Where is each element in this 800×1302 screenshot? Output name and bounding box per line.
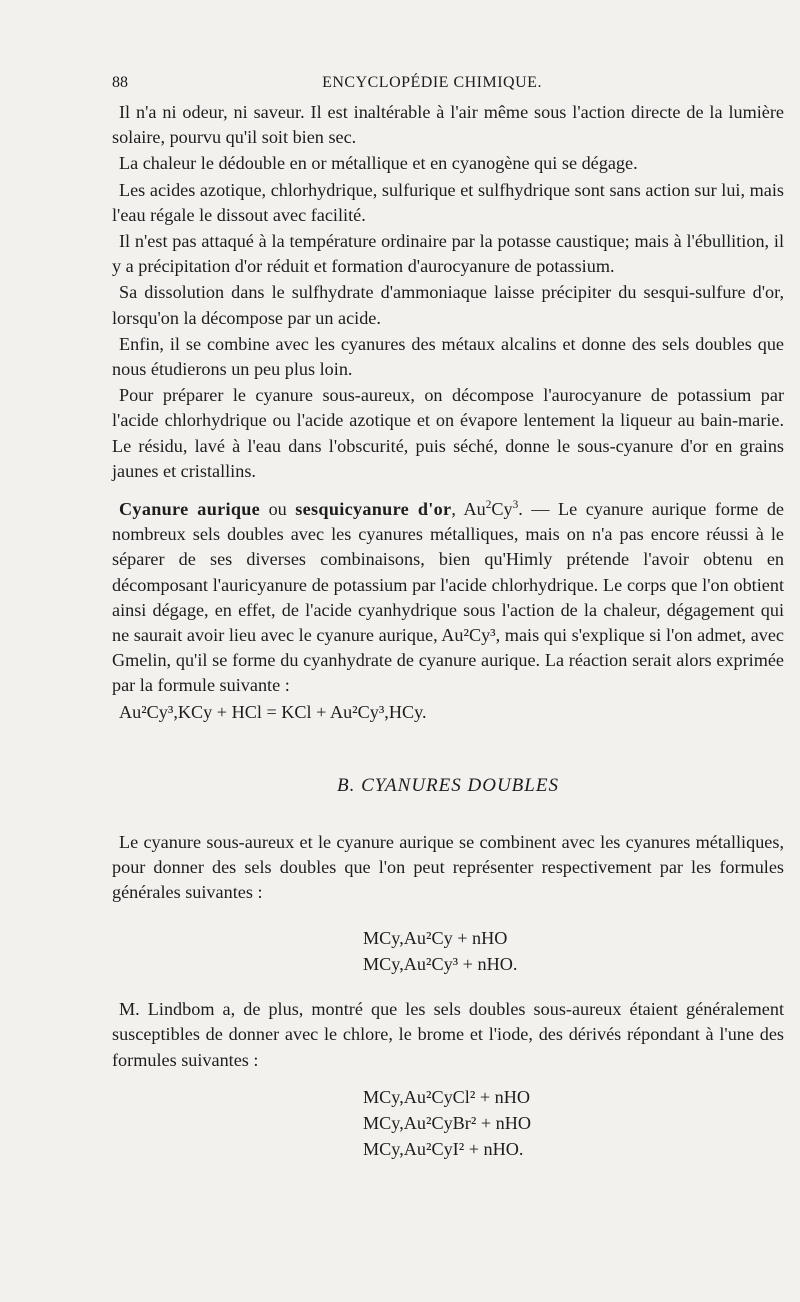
paragraph: La chaleur le dédouble en or métallique et en cyanogène qui se dégage. <box>119 153 638 174</box>
formula-inline-sup-b: 3 <box>512 498 519 511</box>
formula-inline-a: , Au <box>451 499 486 520</box>
term-sesquicyanure: sesquicyanure d'or <box>295 499 452 520</box>
section-title: B. CYANURES DOUBLES <box>337 774 559 796</box>
paragraph: Pour préparer le cyanure sous-aureux, on décompose l'aurocyanure de potassium par l'acide chlorhydrique ou l'acide azotique et on évapore lentement la liqueur au bain-marie. Le résidu, lavé à l'eau dans l'obscurité, puis séché, donne le sous-cyanure d'or en grains jaunes et cristallins. <box>112 385 784 481</box>
general-formula: MCy,Au²Cy³ + nHO. <box>363 953 518 974</box>
halogen-formula: MCy,Au²CyCl² + nHO <box>363 1086 531 1107</box>
halogen-formula: MCy,Au²CyBr² + nHO <box>363 1112 532 1133</box>
paragraph: Il n'a ni odeur, ni saveur. Il est inaltérable à l'air même sous l'action directe de la lumière solaire, pourvu qu'il soit bien sec. <box>112 102 784 148</box>
paragraph-lindbom: M. Lindbom a, de plus, montré que les sels doubles sous-aureux étaient généralement susceptibles de donner avec le chlore, le brome et l'iode, des dérivés répondant à l'une des formules suivantes : <box>112 999 784 1070</box>
reaction-formula: Au²Cy³,KCy + HCl = KCl + Au²Cy³,HCy. <box>119 701 427 722</box>
halogen-formulas <box>112 1085 784 1163</box>
body-text <box>112 100 784 1182</box>
general-formula: MCy,Au²Cy + nHO <box>363 927 508 948</box>
paragraph: Sa dissolution dans le sulfhydrate d'ammoniaque laisse précipiter du sesqui-sulfure d'or, lorsqu'on la décompose par un acide. <box>112 282 784 328</box>
term-connector: ou <box>260 499 296 520</box>
page-number: 88 <box>112 74 128 91</box>
paragraph: Il n'est pas attaqué à la température ordinaire par la potasse caustique; mais à l'ébullition, il y a précipitation d'or réduit et formation d'aurocyanure de potassium. <box>112 231 784 277</box>
running-title: ENCYCLOPÉDIE CHIMIQUE. <box>322 74 542 91</box>
formula-inline-b: Cy <box>491 499 513 520</box>
paragraph-cyanure-aurique <box>112 497 784 699</box>
paragraph-text: . — Le cyanure aurique forme de nombreux sels doubles avec les cyanures métalliques, mais on n'a pas encore réussi à le séparer de ses diverses combinaisons, bien qu'Himly prétende l'avoir obtenu en décomposant l'auricyanure de potassium par l'acide chlorhydrique. Le corps que l'on obtient ainsi dégage, en effet, de l'acide cyanhydrique sous l'action de la chaleur, dégagement qui ne saurait avoir lieu avec le cyanure aurique, Au²Cy³, mais qui s'explique si l'on admet, avec Gmelin, qu'il se forme du cyanhydrate de cyanure aurique. La réaction serait alors exprimée par la formule suivante : <box>112 499 784 696</box>
term-cyanure-aurique: Cyanure aurique <box>119 499 261 520</box>
page-header <box>112 74 752 94</box>
halogen-formula: MCy,Au²CyI² + nHO. <box>363 1139 524 1160</box>
paragraph: Les acides azotique, chlorhydrique, sulfurique et sulfhydrique sont sans action sur lui, mais l'eau régale le dissout avec facilité. <box>112 179 784 225</box>
general-formulas <box>112 926 784 977</box>
paragraph-doubles: Le cyanure sous-aureux et le cyanure aurique se combinent avec les cyanures métalliques, pour donner des sels doubles que l'on peut représenter respectivement par les formules générales suivantes : <box>112 832 784 903</box>
paragraph: Enfin, il se combine avec les cyanures des métaux alcalins et donne des sels doubles que nous étudierons un peu plus loin. <box>112 333 784 380</box>
formula-inline-sup-a: 2 <box>485 498 492 511</box>
